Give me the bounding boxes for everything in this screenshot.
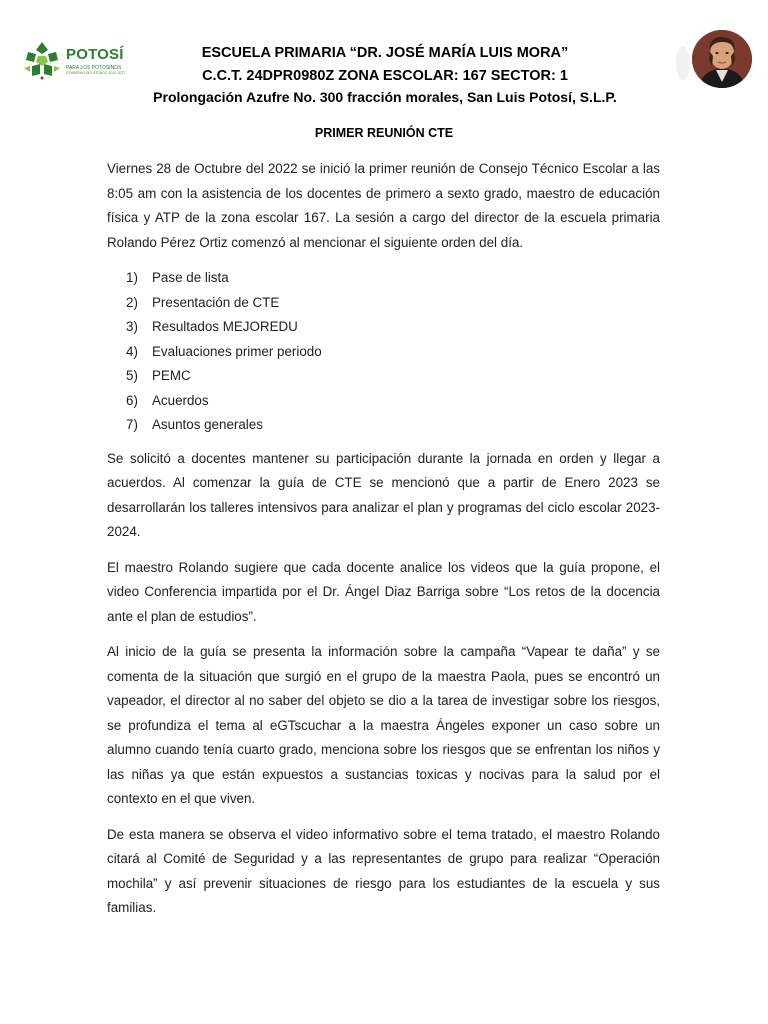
list-number: 7) <box>126 417 138 432</box>
list-text: PEMC <box>152 368 191 383</box>
list-item <box>126 291 660 316</box>
paragraph-vaping-campaign: Al inicio de la guía se presenta la información sobre la campaña “Vapear te daña” y se comenta de la situación que surgió en el grupo de la maestra Paola, pues se encontró un vapeador, el director al no saber del objeto se dio a la tarea de investigar sobre los riesgos, se profundiza el tema al eGTscuchar a la maestra Ángeles exponer un caso sobre un alumno cuando tenía cuarto grado, menciona sobre los riesgos que se enfrentan los niños y las niñas ya que están expuestos a sustancias toxicas y nocivas para la salud por el contexto en el que viven. <box>107 644 660 806</box>
list-number: 3) <box>126 319 138 334</box>
list-item <box>126 315 660 340</box>
potosi-emblem-icon <box>22 40 62 80</box>
list-text: Resultados MEJOREDU <box>152 319 298 334</box>
agenda-list <box>107 266 660 438</box>
list-item <box>126 340 660 365</box>
paragraph-videos: El maestro Rolando sugiere que cada docente analice los videos que la guía propone, el video Conferencia impartida por el Dr. Ángel Diaz Barriga sobre “Los retos de la docencia ante el plan de estudios”. <box>107 559 660 624</box>
list-text: Evaluaciones primer periodo <box>152 343 322 359</box>
list-text: Acuerdos <box>152 392 209 408</box>
list-item <box>126 364 660 389</box>
list-number: 5) <box>126 368 138 383</box>
list-text: Asuntos generales <box>152 417 263 432</box>
portrait-shadow <box>676 46 690 80</box>
list-number: 1) <box>126 270 138 285</box>
logo-tagline: PARA LOS POTOSINOS <box>66 65 122 71</box>
portrait-figure-icon <box>692 30 752 88</box>
list-text: Presentación de CTE <box>152 294 280 310</box>
paragraph-cte-guide: Se solicitó a docentes mantener su participación durante la jornada en orden y llegar a acuerdos. Al comenzar la guía de CTE se mencionó que a partir de Enero 2023 se desarrollarán los talleres intensivos para analizar el plan y programas del ciclo escolar 2023-2024. <box>107 450 660 539</box>
list-item <box>126 413 660 438</box>
list-item <box>126 266 660 291</box>
list-number: 2) <box>126 294 138 310</box>
school-cct: C.C.T. 24DPR0980Z ZONA ESCOLAR: 167 SECTOR: 1 <box>202 68 568 84</box>
document-body <box>107 157 660 932</box>
paragraph-intro: Viernes 28 de Octubre del 2022 se inició la primer reunión de Consejo Técnico Escolar a las 8:05 am con la asistencia de los docentes de primero a sexto grado, maestro de educación física y ATP de la zona escolar 167. La sesión a cargo del director de la escuela primaria Rolando Pérez Ortiz comenzó al mencionar el siguiente orden del día. <box>107 161 660 250</box>
school-name: ESCUELA PRIMARIA “DR. JOSÉ MARÍA LUIS MORA” <box>201 45 569 61</box>
list-number: 6) <box>126 392 138 408</box>
logo-brand: POTOSÍ <box>66 46 124 63</box>
school-address: Prolongación Azufre No. 300 fracción morales, San Luis Potosí, S.L.P. <box>153 89 617 105</box>
list-text: Pase de lista <box>152 270 229 285</box>
list-item <box>126 389 660 414</box>
document-title: PRIMER REUNIÓN CTE <box>314 126 454 140</box>
logo-subtagline: GOBIERNO DEL ESTADO 2021-2027 <box>66 71 126 75</box>
jose-maria-luis-mora-portrait <box>692 30 752 88</box>
list-number: 4) <box>126 343 138 359</box>
paragraph-operacion-mochila: De esta manera se observa el video informativo sobre el tema tratado, el maestro Rolando citará al Comité de Seguridad y a las representantes de grupo para realizar “Operación mochila” y así prevenir situaciones de riesgo para los estudiantes de la escuela y sus familias. <box>107 826 660 915</box>
